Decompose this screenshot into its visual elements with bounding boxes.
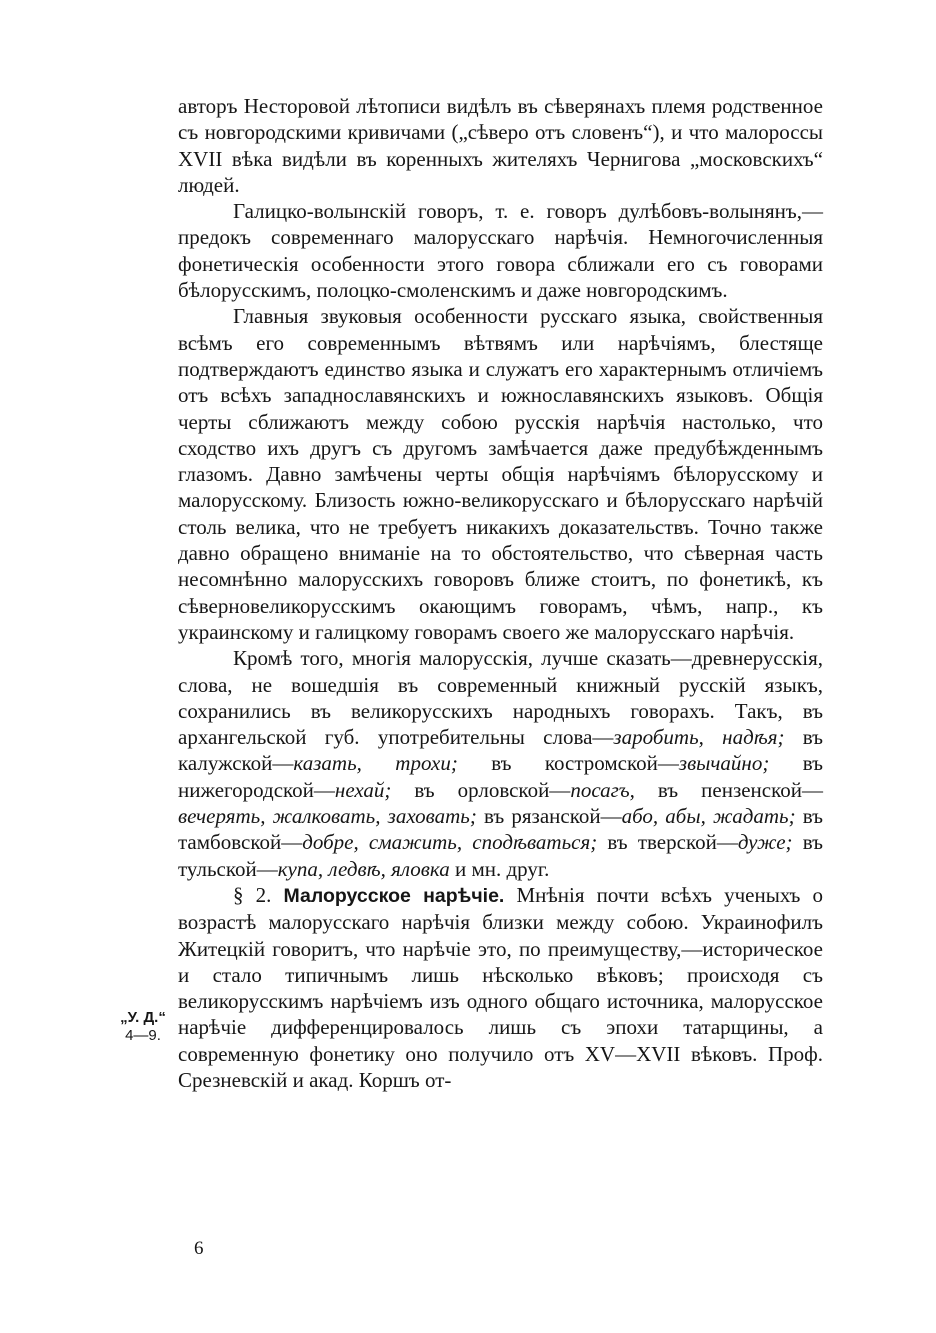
- italic-word: казать, трохи;: [293, 751, 458, 776]
- italic-word: добре, смажить, сподѣваться;: [302, 830, 598, 855]
- text-run: въ нижегородской—: [178, 751, 823, 802]
- text-run: въ рязанской—: [476, 804, 622, 829]
- italic-word: звычайно;: [678, 751, 770, 776]
- italic-word: нехай;: [334, 777, 392, 802]
- page-number: 6: [194, 1238, 204, 1259]
- text-run: Кромѣ того, многія малорусскія, лучше сказать—древнерусскія, слова, не вошедшія въ современный книжный русскій языкъ, сохранились въ великорусскихъ народныхъ говорахъ. Такъ, въ архангельской губ. употребительны слова—: [178, 646, 823, 750]
- margin-reference: [112, 1009, 174, 1045]
- text-run: въ тульской—: [178, 830, 823, 881]
- text-run: въ пензенской—: [634, 777, 823, 802]
- section-heading: Малорусское нарѣчіе.: [283, 884, 505, 907]
- text-run: и мн. друг.: [449, 856, 550, 881]
- paragraph-4: [178, 645, 823, 882]
- italic-word: дуже;: [737, 830, 793, 855]
- text-run: въ орловской—: [391, 777, 571, 802]
- text-run: Мнѣнія почти всѣхъ ученыхъ о возрастѣ малорусскаго нарѣчія близки между собою. Украинофилъ Житецкій говоритъ, что нарѣчіе это, по преимуществу,—историческое и стало типичнымъ лишь нѣсколько вѣковъ; происходя съ великорусскимъ нарѣчіемъ изъ одного общаго источника, малорусское нарѣчіе дифференцировалось лишь съ эпохи татарщины, а современную фонетику оно получило отъ XV—XVII вѣковъ. Проф. Срезневскій и акад. Коршъ от-: [178, 882, 824, 1092]
- paragraph-2: Галицко-волынскій говоръ, т. е. говоръ дулѣбовъ-волынянъ,—предокъ современнаго малорусскаго нарѣчія. Немногочисленныя фонетическія особенности этого говора сближали его съ говорами бѣлорусскимъ, полоцко-смоленскимъ и даже новгородскимъ.: [178, 199, 823, 303]
- text-run: въ калужской—: [178, 725, 823, 776]
- body-text: [178, 93, 823, 1093]
- text-run: въ костромской—: [457, 751, 679, 776]
- paragraph-3: Главныя звуковыя особенности русскаго языка, свойственныя всѣмъ его современнымъ вѣтвямъ или нарѣчіямъ, блестяще подтверждаютъ единство языка и служатъ его характернымъ отличіемъ отъ всѣхъ западнославянскихъ и южнославянскихъ языковъ. Общія черты сближаютъ между собою русскія нарѣчія настолько, что сходство ихъ другъ съ другомъ замѣчается даже предубѣжденнымъ глазомъ. Давно замѣчены черты общія нарѣчіямъ бѣлорусскому и малорусскому. Близость южно-великорусскаго и бѣлорусскаго нарѣчій столь велика, что не требуетъ никакихъ доказательствъ. Точно также давно обращено вниманіе на то обстоятельство, что сѣверная часть несомнѣнно малорусскихъ говоровъ ближе стоитъ, по фонетикѣ, къ сѣверновеликорусскимъ окающимъ говорамъ, чѣмъ, напр., къ украинскому и галицкому говорамъ своего же малорусскаго нарѣчія.: [178, 304, 823, 644]
- paragraph-1: авторъ Несторовой лѣтописи видѣлъ въ сѣверянахъ племя родственное съ новгородскими кривичами („сѣверо отъ словенъ“), и что малороссы XVII вѣка видѣли въ коренныхъ жителяхъ Чернигова „московскихъ“ людей.: [178, 94, 823, 197]
- italic-word: посагъ,: [570, 777, 635, 802]
- italic-word: вечерять, жалковать, заховать;: [178, 804, 477, 829]
- paragraph-5: [178, 882, 823, 1093]
- text-run: въ тверской—: [597, 830, 738, 855]
- text-run: въ тамбовской—: [178, 804, 823, 855]
- margin-reference-pages: 4—9.: [125, 1027, 161, 1044]
- italic-word: або, абы, жадать;: [621, 804, 796, 829]
- margin-reference-source: „У. Д.“: [120, 1009, 166, 1026]
- italic-word: заробить, надѣя;: [613, 725, 785, 750]
- italic-word: купа, ледвѣ, яловка: [277, 856, 450, 881]
- section-number: § 2.: [233, 882, 272, 907]
